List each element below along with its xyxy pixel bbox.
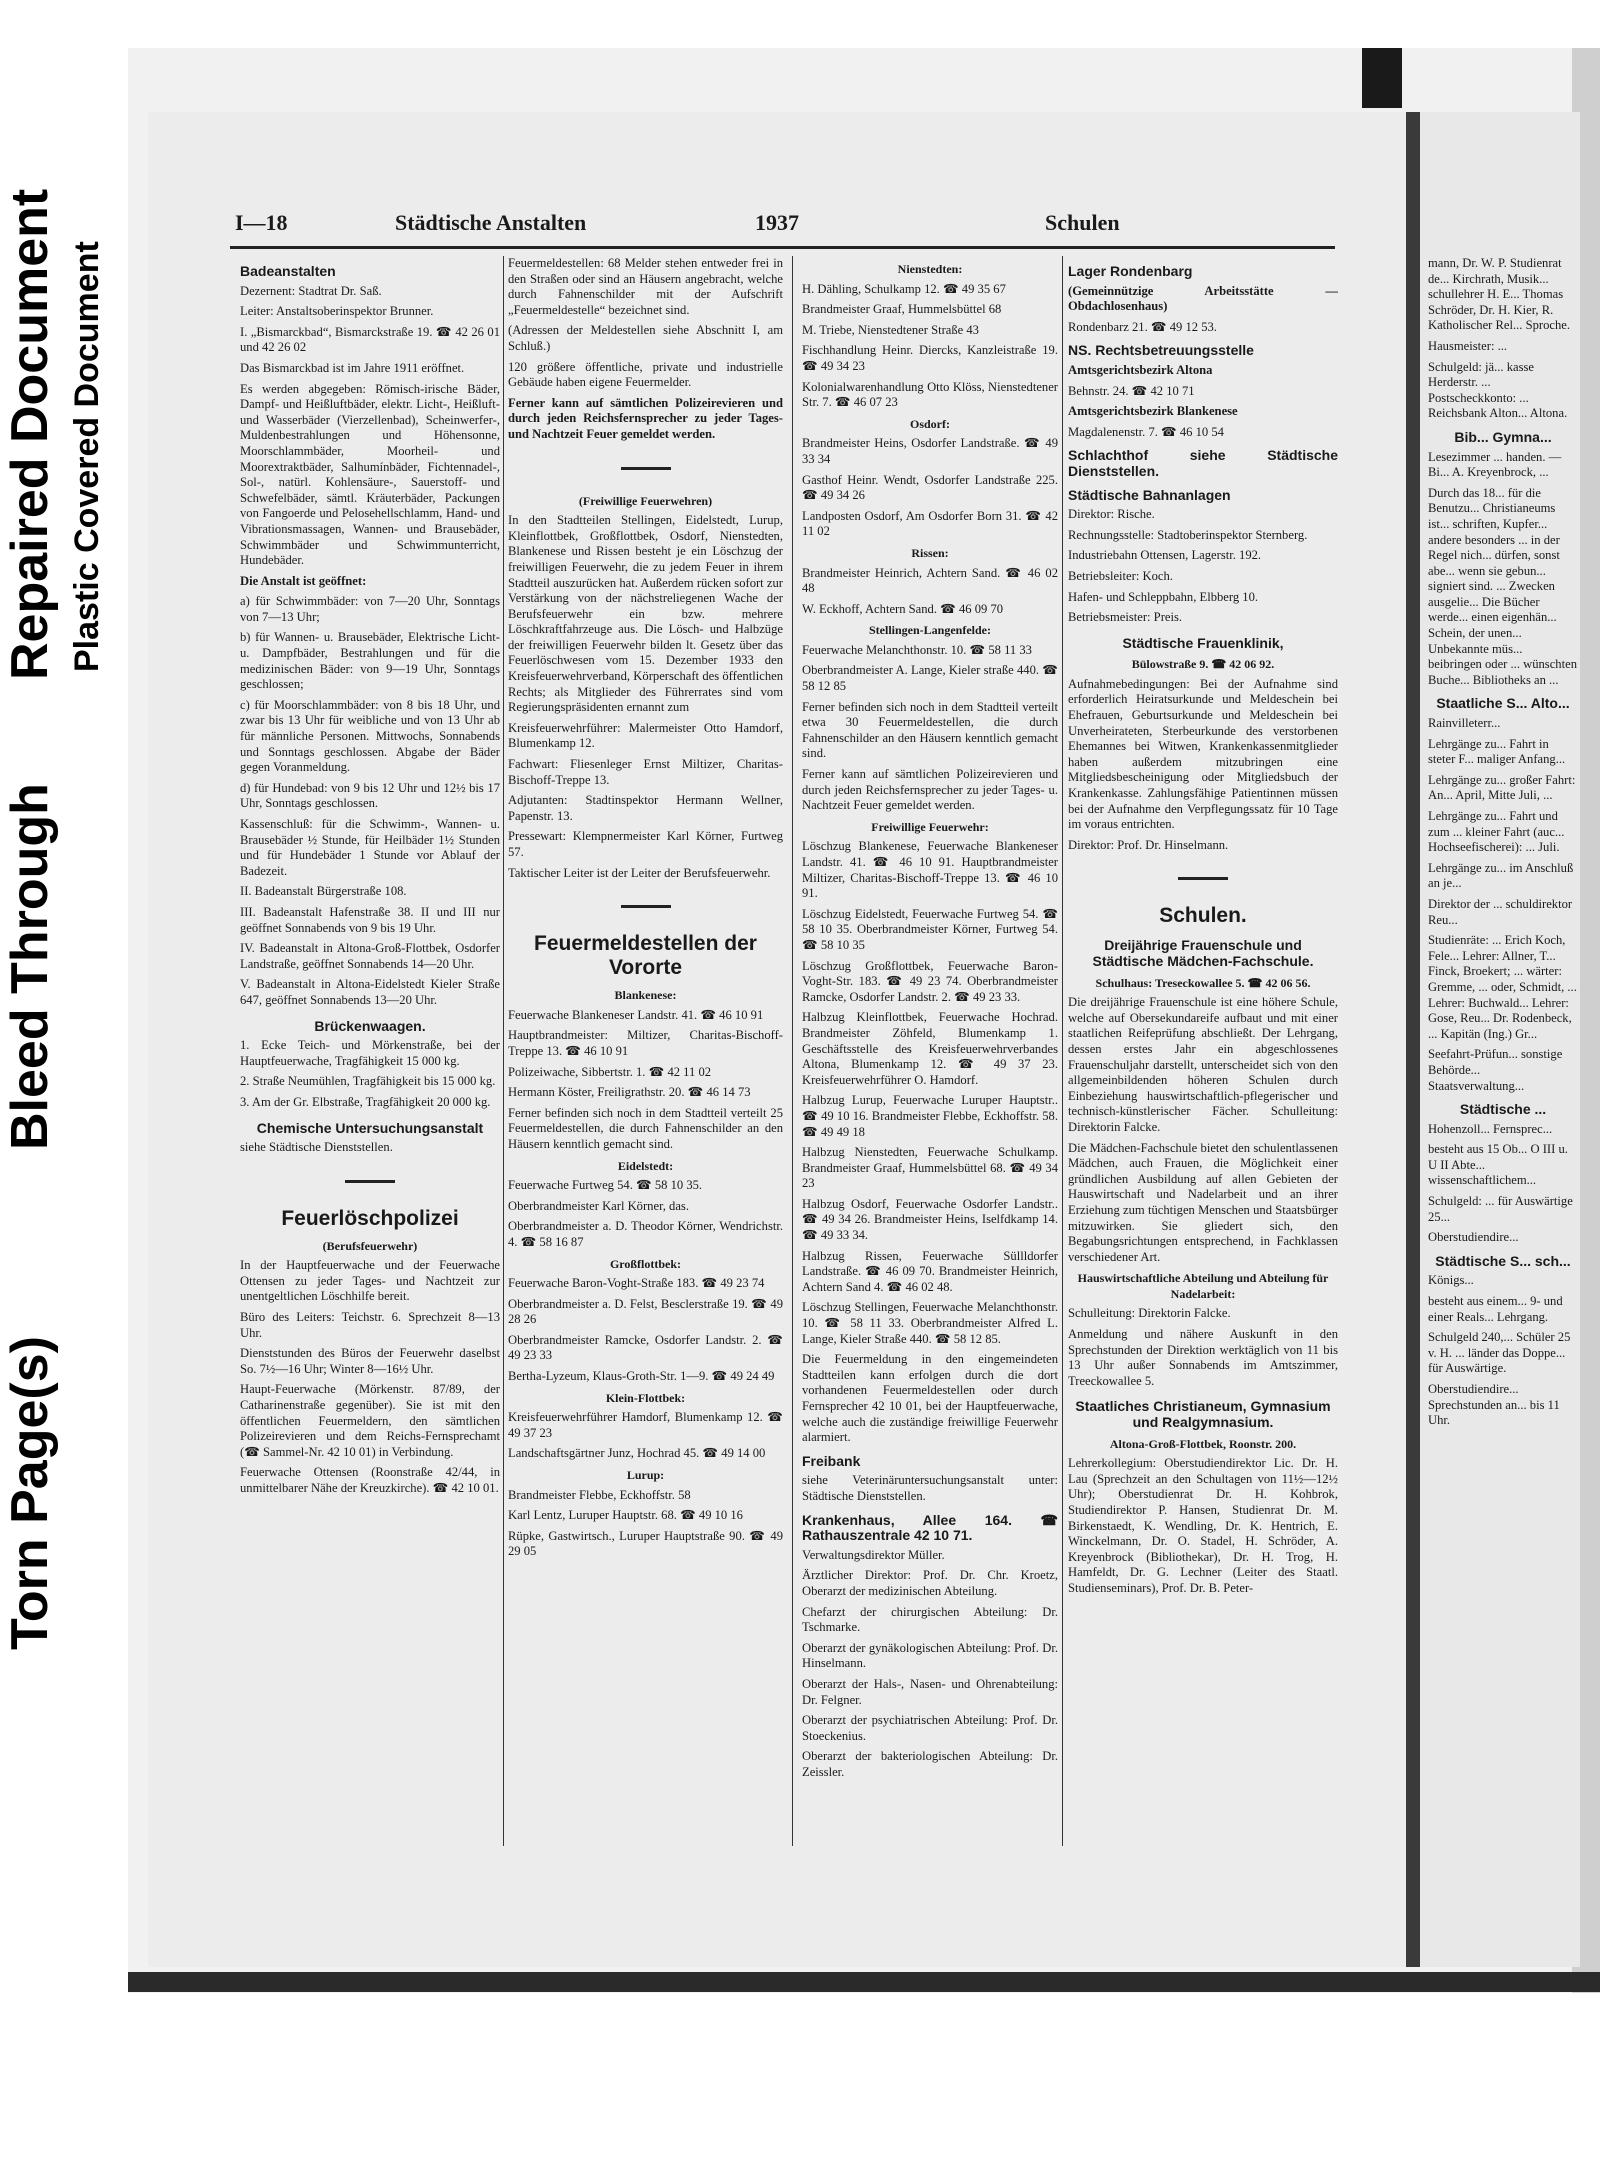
paragraph: d) für Hundebad: von 9 bis 12 Uhr und 12½ bis 17 Uhr, Sonntags geschlossen.: [240, 780, 500, 811]
paragraph: Löschzug Blankenese, Feuerwache Blankeneser Landstr. 41. ☎ 46 10 91. Hauptbrandmeister Miltizer, Charitas-Bischoff-Treppe 13. ☎ 46 10 91.: [802, 839, 1058, 901]
paragraph: Feuerwache Blankeneser Landstr. 41. ☎ 46 10 91: [508, 1007, 764, 1022]
paragraph: I. „Bismarckbad“, Bismarckstraße 19. ☎ 42 26 01 und 42 26 02: [240, 324, 500, 355]
paragraph: Magdalenenstr. 7. ☎ 46 10 54: [1068, 424, 1224, 439]
section-rule: [345, 1180, 395, 1183]
paragraph: Lehrgänge zu... Fahrt und zum ... kleiner Fahrt (auc... Hochseefischerei): ... Juli.: [1428, 809, 1565, 855]
paragraph: Direktor: Prof. Dr. Hinselmann.: [1068, 837, 1229, 852]
paragraph: Kolonialwarenhandlung Otto Klöss, Nienstedtener Str. 7. ☎ 46 07 23: [802, 379, 1058, 410]
paragraph: Polizeiwache, Sibbertstr. 1. ☎ 42 11 02: [508, 1064, 712, 1079]
paragraph: Feuerwache Ottensen (Roonstraße 42/44, in unmittelbarer Nähe der Kreuzkirche). ☎ 42 10 01.: [240, 1465, 500, 1495]
paragraph: Hauptbrandmeister: Miltizer, Charitas-Bischoff-Treppe 13. ☎ 46 10 91: [508, 1028, 783, 1058]
paragraph: Lehrgänge zu... großer Fahrt: An... April, Mitte Juli, ...: [1428, 772, 1576, 803]
paragraph: Fischhandlung Heinr. Diercks, Kanzleistraße 19. ☎ 49 34 23: [802, 343, 1058, 373]
paragraph: Feuerwache Furtweg 54. ☎ 58 10 35.: [508, 1178, 703, 1193]
paragraph: Kassenschluß: für die Schwimm-, Wannen- u. Brausebäder ½ Stunde, für Heilbäder 1½ Stunden und für Hundebäder 1 Stunde vor Ablauf der Badezeit.: [240, 817, 500, 878]
paragraph: a) für Schwimmbäder: von 7—20 Uhr, Sonntags von 7—13 Uhr;: [240, 594, 500, 624]
paragraph: Brandmeister Graaf, Hummelsbüttel 68: [802, 302, 1002, 317]
major-heading: Feuermeldestellen der Vororte: [534, 932, 757, 980]
plastic-covered-label: Plastic Covered Document: [68, 241, 106, 672]
paragraph: Betriebsleiter: Koch.: [1068, 568, 1173, 583]
section-heading: Staatliches Christianeum, Gymnasium und Realgymnasium.: [1075, 1398, 1331, 1431]
paragraph: W. Eckhoff, Achtern Sand. ☎ 46 09 70: [802, 601, 1004, 616]
paragraph: Landschaftsgärtner Junz, Hochrad 45. ☎ 49 14 00: [508, 1446, 766, 1461]
subheading: (Berufsfeuerwehr): [322, 1238, 418, 1253]
paragraph: Kreisfeuerwehrführer: Malermeister Otto Hamdorf, Blumenkamp 12.: [508, 720, 783, 751]
bold-paragraph: Amtsgerichtsbezirk Altona: [1068, 362, 1213, 377]
paragraph: In den Stadtteilen Stellingen, Eidelstedt, Lurup, Kleinflottbek, Großflottbek, Osdorf, Nienstedten, Blankenese und Rissen besteht je ein Löschzug der freiwilligen Feuerwehr, die zu jedem Feuer in ihrem Stadtteil auszurücken hat. Außerdem rücken sofort zur Verstärkung von der nächstreliegenen Wache der Berufsfeuerwehr ein bzw. mehrere Löschkraftfahrzeuge aus. Die Lösch- und Halbzüge der freiwilligen Feuerwehr bilden lt. Gesetz über das Feuerlöschwesen vom 15. Dezember 1933 den Kreisfeuerwehrverband, Körperschaft des öffentlichen Rechts; als Mitglieder des Führerrates sind vom Regierungspräsidenten ernannt zum: [508, 513, 783, 715]
section-heading: Dreijährige Frauenschule und Städtische Mädchen-Fachschule.: [1092, 937, 1314, 969]
subheading: Großflottbek:: [609, 1256, 682, 1271]
paragraph: In der Hauptfeuerwache und der Feuerwache Ottensen zu jeder Tages- und Nachtzeit zur unentgeltlichen Löschhilfe bereit.: [240, 1258, 500, 1304]
topic-title: Schulen: [1045, 210, 1120, 235]
paragraph: Oberbrandmeister a. D. Theodor Körner, Wendrichstr. 4. ☎ 58 16 87: [508, 1219, 783, 1249]
section-heading: NS. Rechtsbetreuungsstelle: [1068, 342, 1254, 359]
paragraph: Taktischer Leiter ist der Leiter der Berufsfeuerwehr.: [508, 865, 771, 880]
column-3: [802, 256, 1058, 1856]
paragraph: Behnstr. 24. ☎ 42 10 71: [1068, 383, 1195, 398]
paragraph: Dienststunden des Büros der Feuerwehr daselbst So. 7½—16 Uhr; Winter 8—16½ Uhr.: [240, 1346, 500, 1376]
section-title: Städtische Anstalten: [395, 210, 587, 235]
paragraph: Aufnahmebedingungen: Bei der Aufnahme sind erforderlich Heiratsurkunde und Meldeschein bei Ehefrauen, Geburtsurkunde und Meldeschein bei Unverheirateten, Sterbeurkunde des verstorbenen Ehemannes bei Witwen, Krankenkassenmitglieder haben außerdem mitzubringen eine Mitgliedsbescheinigung oder Mitgliedsbuch der Krankenkasse. Zahlungsfähige Patientinnen müssen bei der Aufnahme den Verpflegungssatz für 10 Tage im voraus entrichten.: [1068, 676, 1338, 832]
subheading: Osdorf:: [910, 416, 950, 431]
paragraph: III. Badeanstalt Hafenstraße 38. II und III nur geöffnet Sonnabends von 9 bis 19 Uhr.: [240, 904, 500, 935]
subheading: Hauswirtschaftliche Abteilung und Abteilung für Nadelarbeit:: [1077, 1271, 1329, 1301]
paragraph: Oberstudiendire... Sprechstunden an... bis 11 Uhr.: [1428, 1382, 1560, 1428]
paragraph: Lehrgänge zu... im Anschluß an je...: [1428, 860, 1574, 891]
subheading: Nienstedten:: [897, 262, 963, 276]
paragraph: Direktor der ... schuldirektor Reu...: [1428, 896, 1573, 927]
header-rule: [230, 246, 1335, 249]
paragraph: Oberbrandmeister a. D. Felst, Besclerstraße 19. ☎ 49 28 26: [508, 1296, 783, 1327]
paragraph: Hausmeister: ...: [1428, 338, 1508, 353]
paragraph: Haupt-Feuerwache (Mörkenstr. 87/89, der Catharinenstraße gegenüber). Sie ist mit den öffentlichen Feuermeldern, den sämtlichen Polizeirevieren und dem Reichs-Fernsprechamt (☎ Sammel-Nr. 42 10 01) in Verbindung.: [240, 1382, 500, 1459]
paragraph: II. Badeanstalt Bürgerstraße 108.: [240, 884, 407, 899]
column-divider: [1062, 256, 1063, 1846]
paragraph: 120 größere öffentliche, private und industrielle Gebäude haben eigene Feuermelder.: [508, 359, 783, 390]
paragraph: Betriebsmeister: Preis.: [1068, 610, 1183, 625]
column-divider: [792, 256, 793, 1846]
paragraph: Fachwart: Fliesenleger Ernst Miltizer, Charitas-Bischoff-Treppe 13.: [508, 757, 783, 787]
paragraph: Halbzug Rissen, Feuerwache Süllldorfer Landstraße. ☎ 46 09 70. Brandmeister Heinrich, Achtern Sand 4. ☎ 46 02 48.: [802, 1248, 1058, 1294]
paragraph: Halbzug Lurup, Feuerwache Luruper Hauptstr.. ☎ 49 10 16. Brandmeister Flebbe, Eckhoffstr. 58. ☎ 49 49 18: [802, 1093, 1058, 1139]
subheading: (Freiwillige Feuerwehren): [578, 493, 713, 508]
paragraph: Hohenzoll... Fernsprec...: [1428, 1121, 1553, 1136]
major-heading: Schulen.: [1159, 904, 1247, 928]
column-2: [508, 256, 783, 1856]
paragraph: Das Bismarckbad ist im Jahre 1911 eröffnet.: [240, 360, 465, 375]
bold-paragraph: Amtsgerichtsbezirk Blankenese: [1068, 404, 1238, 419]
subheading: Lurup:: [626, 1468, 665, 1483]
paragraph: c) für Moorschlammbäder: von 8 bis 18 Uhr, und zwar bis 13 Uhr für weibliche und von 13 Uhr ab für männliche Personen. Mittwochs, Sonnabends und Sonntags geschlossen. Abgabe der Bäder gegen Voranmeldung.: [240, 697, 500, 775]
section-heading: Schlachthof siehe Städtische Dienststellen.: [1068, 447, 1338, 479]
section-heading: Städtische S... sch...: [1435, 1252, 1571, 1269]
paragraph: Oberstudiendire...: [1428, 1230, 1519, 1245]
paragraph: Löschzug Großflottbek, Feuerwache Baron-Voght-Str. 183. ☎ 49 23 74. Oberbrandmeister Ramcke, Osdorfer Landstr. 2. ☎ 49 23 33.: [802, 958, 1058, 1004]
subheading: Altona-Groß-Flottbek, Roonstr. 200.: [1109, 1436, 1297, 1451]
paragraph: IV. Badeanstalt in Altona-Groß-Flottbek, Osdorfer Landstraße, geöffnet Sonnabends 14—20 Uhr.: [240, 941, 500, 971]
paragraph: Halbzug Nienstedten, Feuerwache Schulkamp. Brandmeister Graaf, Hummelsbüttel 68. ☎ 49 34 23: [802, 1145, 1058, 1191]
bold-paragraph: Ferner kann auf sämtlichen Polizeirevieren und durch jeden Reichsfernsprecher zu jeder Tages- und Nachtzeit Feuer gemeldet werden.: [508, 395, 783, 441]
book-gutter: [1406, 112, 1420, 1967]
running-header: [235, 210, 1335, 240]
subheading: Schulhaus: Treseckowallee 5. ☎ 42 06 56.: [1095, 975, 1311, 990]
section-heading: Chemische Untersuchungsanstalt: [256, 1119, 484, 1136]
paragraph: Landposten Osdorf, Am Osdorfer Born 31. ☎ 42 11 02: [802, 508, 1058, 539]
section-heading: Staatliche S... Alto...: [1436, 695, 1570, 712]
paragraph: Brandmeister Flebbe, Eckhoffstr. 58: [508, 1487, 691, 1502]
repaired-document-label: Repaired Document: [1, 188, 59, 680]
paragraph: Halbzug Kleinflottbek, Feuerwache Hochrad. Brandmeister Zöhfeld, Blumenkamp 1. Geschäftsstelle des Kreisfeuerwehrverbandes Altona, Blumenkamp 12. ☎ 49 37 23. Kreisfeuerwehrführer O. Hamdorf.: [802, 1010, 1058, 1087]
scanner-edge-top: [1362, 48, 1402, 108]
paragraph: Büro des Leiters: Teichstr. 6. Sprechzeit 8—13 Uhr.: [240, 1310, 500, 1340]
paragraph: Feuerwache Baron-Voght-Straße 183. ☎ 49 23 74: [508, 1276, 765, 1291]
bold-paragraph: Die Anstalt ist geöffnet:: [240, 573, 367, 588]
paragraph: Hafen- und Schleppbahn, Elbberg 10.: [1068, 589, 1259, 604]
paragraph: Oberbrandmeister Karl Körner, das.: [508, 1198, 689, 1213]
paragraph: Oberarzt der psychiatrischen Abteilung: Prof. Dr. Stoeckenius.: [802, 1713, 1058, 1743]
paragraph: Die Feuermeldung in den eingemeindeten Stadtteilen kann erfolgen durch die dort vorhandenen Feuermeldestellen oder durch Fernsprecher 42 10 01, bei der Hauptfeuerwache, welche auch die zuständige freiwillige Feuerwehr alarmiert.: [802, 1352, 1058, 1445]
paragraph: Rechnungsstelle: Stadtoberinspektor Sternberg.: [1068, 527, 1308, 542]
paragraph: b) für Wannen- u. Brausebäder, Elektrische Licht- u. Dampfbäder, Bestrahlungen und für die medizinischen Bäder: von 9—19 Uhr, Sonntags geschlossen;: [240, 630, 500, 692]
paragraph: Oberbrandmeister A. Lange, Kieler straße 440. ☎ 58 12 85: [802, 663, 1058, 694]
paragraph: Leiter: Anstaltsoberinspektor Brunner.: [240, 304, 434, 319]
column-divider: [503, 256, 504, 1846]
paragraph: Es werden abgegeben: Römisch-irische Bäder, Dampf- und Heißluftbäder, elektr. Licht-, Heißluft- und Wasserbäder (Vierzellenbad), Scheinwerfer-, Muldenbestrahlungen und Höhensonne, Moorschlammbäder, Moorheil- und Moorextraktbäder, Salhumínbäder, Fichtennadel-, Sol-, natürl. Kohlensäure-, Sauerstoff- und Schwefelbäder, sämtl. Kräuterbäder, Packungen von Fangoerde und Pelosehellschlamm, Hand- und Vibrationsmassagen, Wannen- und Brausebäder, Schwimmbäder und Schwimmunterricht, Hundebäder.: [240, 381, 500, 568]
subheading: Klein-Flottbek:: [605, 1390, 686, 1405]
paragraph: Karl Lentz, Luruper Hauptstr. 68. ☎ 49 10 16: [508, 1508, 743, 1523]
paragraph: M. Triebe, Nienstedtener Straße 43: [802, 322, 979, 337]
section-heading: Städtische Bahnanlagen: [1068, 486, 1231, 503]
paragraph: H. Dähling, Schulkamp 12. ☎ 49 35 67: [802, 281, 1006, 296]
paragraph: Ärztlicher Direktor: Prof. Dr. Chr. Kroetz, Oberarzt der medizinischen Abteilung.: [802, 1568, 1058, 1598]
paragraph: Direktor: Rische.: [1068, 507, 1155, 522]
bleed-through-label: Bleed Through: [1, 783, 59, 1150]
page-number: I—18: [235, 210, 288, 235]
section-heading: Städtische ...: [1459, 1101, 1547, 1118]
section-heading: Krankenhaus, Allee 164. ☎ Rathauszentrale 42 10 71.: [802, 1511, 1058, 1544]
paragraph: Ferner befinden sich noch in dem Stadtteil verteilt 25 Feuermeldestellen, die durch Fahnenschilder an den Häusern kenntlich gemacht sind.: [508, 1105, 783, 1151]
paragraph: Oberbrandmeister Ramcke, Osdorfer Landstr. 2. ☎ 49 23 33: [508, 1332, 783, 1363]
subheading: Freiwillige Feuerwehr:: [871, 819, 989, 834]
paragraph: siehe Städtische Dienststellen.: [240, 1140, 393, 1155]
paragraph: Ferner kann auf sämtlichen Polizeirevieren und durch jeden Reichsfernsprecher zu jeder Tages- u. Nachtzeit Feuer gemeldet werden.: [802, 767, 1058, 813]
column-1: [240, 256, 500, 1856]
paragraph: (Adressen der Meldestellen siehe Abschnitt I, am Schluß.): [508, 323, 783, 353]
paragraph: Ferner befinden sich noch in dem Stadtteil verteilt etwa 30 Feuermeldestellen, die durch Fahnenschilder an den Häusern kenntlich gemacht sind.: [802, 699, 1058, 761]
paragraph: 2. Straße Neumühlen, Tragfähigkeit bis 15 000 kg.: [240, 1074, 496, 1089]
paragraph: Lehrerkollegium: Oberstudiendirektor Lic. Dr. H. Lau (Sprechzeit an den Schultagen von 11½—12½ Uhr); Oberstudienrat Dr. H. Kohbrok, Studiendirektor P. Hansen, Studienrat Dr. M. Birkenstaedt, K. Wendling, Dr. K. Hentrich, E. Winckelmann, Dr. O. Stadel, H. Schröder, A. Kreyenbrock (Bibliothekar), Dr. H. Trog, H. Hamfeldt, Dr. G. Lechner (Leiter des Staatl. Studienseminars), Prof. Dr. B. Peter-: [1068, 1456, 1338, 1595]
subheading: Rissen:: [911, 545, 949, 560]
section-heading: Bib... Gymna...: [1454, 428, 1552, 445]
paragraph: Brandmeister Heinrich, Achtern Sand. ☎ 46 02 48: [802, 565, 1058, 596]
subheading: Stellingen-Langenfelde:: [869, 623, 991, 638]
paragraph: Durch das 18... für die Benutzu... Christianeums ist... schriften, Kupfer... andere besonders ... in der Regel nich... dürfen, sonst abe... wenn sie gebun... signiert sind. ... Zwecken ausgelie... Die Bücher werde... einen eigenhän... Schein, der unen... Unbekannte müs... beibringen oder ... wünschten Buche... Bibliotheks an ...: [1428, 485, 1577, 687]
paragraph: Schulgeld: jä... kasse Herderstr. ... Postscheckkonto: ... Reichsbank Alton... Altona.: [1428, 359, 1568, 421]
major-heading: Feuerlöschpolizei: [281, 1206, 459, 1230]
paragraph: siehe Veterinäruntersuchungsanstalt unter: Städtische Dienststellen.: [802, 1473, 1058, 1503]
section-heading: Brückenwaagen.: [314, 1017, 426, 1034]
paragraph: Schulgeld 240,... Schüler 25 v. H. ... länder das Doppe... für Auswärtige.: [1428, 1330, 1571, 1376]
subheading: Bülowstraße 9. ☎ 42 06 92.: [1131, 657, 1275, 672]
paragraph: Hermann Köster, Freiligrathstr. 20. ☎ 46 14 73: [508, 1085, 751, 1100]
paragraph: Seefahrt-Prüfun... sonstige Behörde... Staatsverwaltung...: [1428, 1047, 1563, 1093]
paragraph: Die dreijährige Frauenschule ist eine höhere Schule, welche auf Obersekundareife aufbaut und mit einer staatlichen Reifeprüfung abschließt. Der Lehrgang, dessen erstes Jahr ein abgeschlossenes Frauenschuljahr darstellt, unterscheidet sich von den allgemeinbildenden höheren Schulen durch Einbeziehung hauswirtschaftlich-pflegerischer und technisch-künstlerischer Fächer. Schulleitung: Direktorin Falcke.: [1068, 995, 1338, 1134]
paragraph: Kreisfeuerwehrführer Hamdorf, Blumenkamp 12. ☎ 49 37 23: [508, 1410, 783, 1440]
paragraph: Bertha-Lyzeum, Klaus-Groth-Str. 1—9. ☎ 49 24 49: [508, 1369, 775, 1384]
section-rule: [621, 905, 671, 908]
paragraph: Verwaltungsdirektor Müller.: [802, 1547, 945, 1562]
paragraph: Lesezimmer ... handen. — Bi... A. Kreyenbrock, ...: [1428, 449, 1562, 480]
column-4: [1068, 256, 1338, 1856]
paragraph: Oberarzt der Hals-, Nasen- und Ohrenabteilung: Dr. Felgner.: [802, 1676, 1058, 1707]
section-rule: [1178, 877, 1228, 880]
paragraph: Die Mädchen-Fachschule bietet den schulentlassenen Mädchen, auch Frauen, die Möglichkeit einer gründlichen Ausbildung auf allen Gebieten der Hauswirtschaft und Nadelarbeit und an ihrer Erziehung zum tüchtigen Menschen und Staatsbürger mitzuwirken. Sie gliedert sich, den Begabungsrichtungen entsprechend, in Fachklassen verschiedener Art.: [1068, 1140, 1338, 1264]
subheading: Eidelstedt:: [617, 1158, 674, 1173]
paragraph: Löschzug Stellingen, Feuerwache Melanchthonstr. 10. ☎ 58 11 33. Oberbrandmeister Alfred L. Lange, Kieler Straße 440. ☎ 58 12 85.: [802, 1300, 1058, 1346]
paragraph: 3. Am der Gr. Elbstraße, Tragfähigkeit 20 000 kg.: [240, 1094, 491, 1109]
paragraph: Pressewart: Klempnermeister Karl Körner, Furtweg 57.: [508, 829, 783, 859]
paragraph: Oberarzt der gynäkologischen Abteilung: Prof. Dr. Hinselmann.: [802, 1640, 1058, 1671]
subheading: Blankenese:: [614, 988, 677, 1003]
paragraph: Lehrgänge zu... Fahrt in steter F... maliger Anfang...: [1428, 736, 1566, 767]
section-heading: Städtische Frauenklinik,: [1122, 634, 1284, 651]
section-heading: Lager Rondenbarg: [1068, 263, 1193, 279]
paragraph: Halbzug Osdorf, Feuerwache Osdorfer Landstr.. ☎ 49 34 26. Brandmeister Heins, Iselfdkamp 14. ☎ 49 33 34.: [802, 1196, 1058, 1243]
paragraph: Adjutanten: Stadtinspektor Hermann Wellner, Papenstr. 13.: [508, 793, 783, 823]
bold-paragraph: (Gemeinnützige Arbeitsstätte — Obdachlosenhaus): [1068, 283, 1338, 314]
paragraph: Industriebahn Ottensen, Lagerstr. 192.: [1068, 548, 1262, 563]
paragraph: Schulleitung: Direktorin Falcke.: [1068, 1306, 1231, 1321]
paragraph: Rainvilleterr...: [1428, 716, 1501, 731]
paragraph: Oberarzt der bakteriologischen Abteilung: Dr. Zeissler.: [802, 1749, 1058, 1779]
paragraph: besteht aus einem... 9- und einer Reals... Lehrgang.: [1428, 1294, 1563, 1324]
scan-bottom-shadow: [128, 1972, 1600, 1992]
facing-page-column: [1428, 256, 1578, 1434]
paragraph: Brandmeister Heins, Osdorfer Landstraße. ☎ 49 33 34: [802, 436, 1058, 466]
torn-pages-label: Torn Page(s): [1, 1336, 59, 1650]
paragraph: Anmeldung und nähere Auskunft in den Sprechstunden der Direktion werktäglich von 11 bis 13 Uhr außer Sonnabends im Amtszimmer, Treeckowallee 5.: [1068, 1327, 1338, 1388]
paragraph: besteht aus 15 Ob... O III u. U II Abte... wissenschaftlichem...: [1428, 1142, 1568, 1188]
section-heading: Badeanstalten: [240, 263, 336, 279]
paragraph: V. Badeanstalt in Altona-Eidelstedt Kieler Straße 647, geöffnet Sonnabends 13—20 Uhr.: [240, 977, 500, 1007]
paragraph: Feuerwache Melanchthonstr. 10. ☎ 58 11 33: [802, 642, 1032, 657]
year: 1937: [755, 210, 799, 235]
paragraph: Chefarzt der chirurgischen Abteilung: Dr. Tschmarke.: [802, 1604, 1058, 1635]
paragraph: Rondenbarz 21. ☎ 49 12 53.: [1068, 319, 1217, 334]
section-rule: [621, 467, 671, 470]
section-heading: Freibank: [802, 1452, 861, 1469]
paragraph: Rüpke, Gastwirtsch., Luruper Hauptstraße 90. ☎ 49 29 05: [508, 1528, 783, 1559]
paragraph: Studienräte: ... Erich Koch, Fele... Lehrer: Allner, T... Finck, Broekert; ... wärter: Gremme, ... oder, Schmidt, ... Lehrer: Buchwald... Lehrer: Gose, Reu... Dr. Rodenbeck, ... Kapitän (Ing.) Gr...: [1428, 933, 1577, 1041]
paragraph: Gasthof Heinr. Wendt, Osdorfer Landstraße 225. ☎ 49 34 26: [802, 472, 1058, 503]
paragraph: Feuermeldestellen: 68 Melder stehen entweder frei in den Straßen oder sind an Häusern angebracht, welche durch Fahnenschilder mit der Aufschrift „Feuermeldestelle“ bezeichnet sind.: [508, 256, 783, 317]
paragraph: 1. Ecke Teich- und Mörkenstraße, bei der Hauptfeuerwache, Tragfähigkeit 15 000 kg.: [240, 1038, 500, 1068]
paragraph: Schulgeld: ... für Auswärtige 25...: [1428, 1194, 1573, 1224]
paragraph: Löschzug Eidelstedt, Feuerwache Furtweg 54. ☎ 58 10 35. Oberbrandmeister Körner, Furtweg 54. ☎ 58 10 35: [802, 906, 1058, 952]
paragraph: Dezernent: Stadtrat Dr. Saß.: [240, 283, 382, 298]
paragraph: mann, Dr. W. P. Studienrat de... Kirchrath, Musik... schullehrer H. E... Thomas Schröder, Dr. H. Kier, R. Katholischer Rel... Sproche.: [1428, 256, 1570, 333]
paragraph: Königs...: [1428, 1273, 1474, 1288]
